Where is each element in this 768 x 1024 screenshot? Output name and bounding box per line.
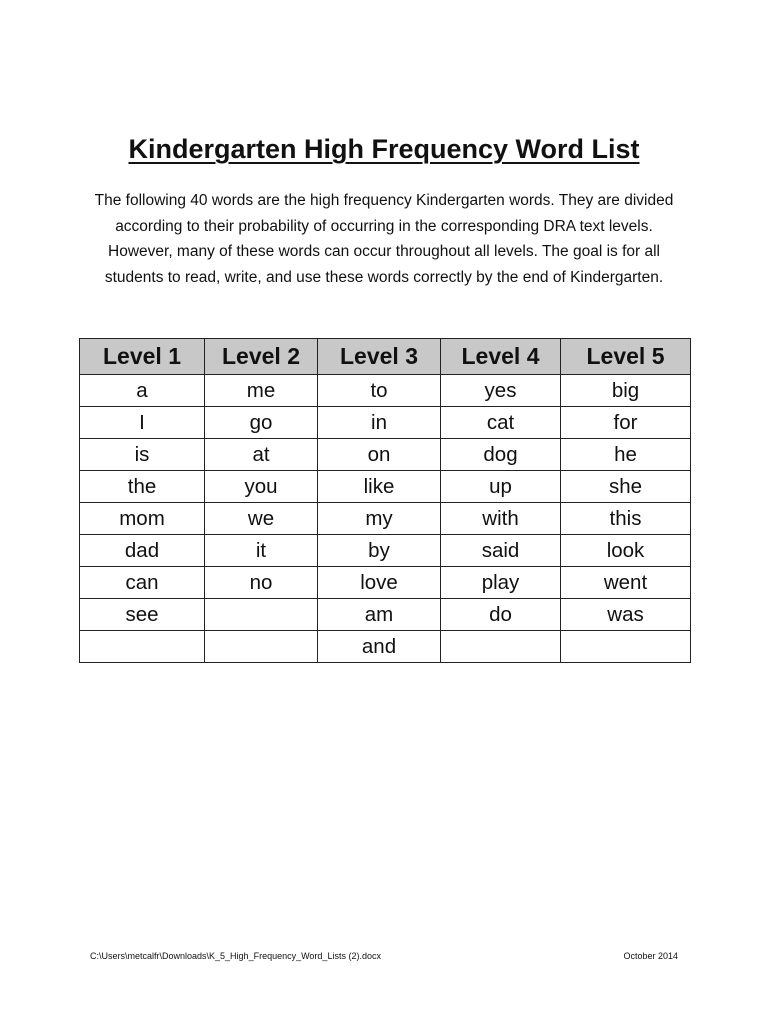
table-cell: I bbox=[80, 407, 205, 439]
table-cell: in bbox=[318, 407, 441, 439]
table-cell: like bbox=[318, 471, 441, 503]
table-cell: see bbox=[80, 599, 205, 631]
column-header-level-4: Level 4 bbox=[441, 339, 561, 375]
table-cell: with bbox=[441, 503, 561, 535]
column-header-level-5: Level 5 bbox=[561, 339, 691, 375]
table-cell: on bbox=[318, 439, 441, 471]
table-cell: no bbox=[205, 567, 318, 599]
table-cell: said bbox=[441, 535, 561, 567]
table-cell: a bbox=[80, 375, 205, 407]
table-cell: dad bbox=[80, 535, 205, 567]
table-cell: to bbox=[318, 375, 441, 407]
table-cell: cat bbox=[441, 407, 561, 439]
table-header-row bbox=[80, 339, 691, 375]
table-cell: by bbox=[318, 535, 441, 567]
table-cell: love bbox=[318, 567, 441, 599]
word-list-table bbox=[79, 338, 691, 663]
column-header-level-3: Level 3 bbox=[318, 339, 441, 375]
table-cell: go bbox=[205, 407, 318, 439]
page-title: Kindergarten High Frequency Word List bbox=[128, 134, 640, 164]
table-cell: big bbox=[561, 375, 691, 407]
table-row bbox=[80, 535, 691, 567]
table-cell: my bbox=[318, 503, 441, 535]
table-cell: he bbox=[561, 439, 691, 471]
footer-date: October 2014 bbox=[623, 951, 678, 961]
table-cell: and bbox=[318, 631, 441, 663]
table-cell: we bbox=[205, 503, 318, 535]
table-cell: look bbox=[561, 535, 691, 567]
table-row bbox=[80, 567, 691, 599]
table-cell: mom bbox=[80, 503, 205, 535]
table-cell: yes bbox=[441, 375, 561, 407]
table-cell bbox=[205, 599, 318, 631]
table-cell: the bbox=[80, 471, 205, 503]
table-row bbox=[80, 599, 691, 631]
table-row bbox=[80, 439, 691, 471]
table-cell: went bbox=[561, 567, 691, 599]
table-row bbox=[80, 471, 691, 503]
table-cell: do bbox=[441, 599, 561, 631]
table-cell: is bbox=[80, 439, 205, 471]
table-cell: am bbox=[318, 599, 441, 631]
table-cell: was bbox=[561, 599, 691, 631]
table-cell: play bbox=[441, 567, 561, 599]
table-cell bbox=[205, 631, 318, 663]
table-row bbox=[80, 407, 691, 439]
table-cell: dog bbox=[441, 439, 561, 471]
table-cell: me bbox=[205, 375, 318, 407]
table-row bbox=[80, 503, 691, 535]
table-cell: she bbox=[561, 471, 691, 503]
footer-file-path: C:\Users\metcalfr\Downloads\K_5_High_Frequency_Word_Lists (2).docx bbox=[90, 951, 381, 961]
column-header-level-2: Level 2 bbox=[205, 339, 318, 375]
table-cell: this bbox=[561, 503, 691, 535]
table-cell bbox=[80, 631, 205, 663]
intro-paragraph: The following 40 words are the high frequency Kindergarten words. They are divided according to their probability of occurring in the corresponding DRA text levels. However, many of these words can occur throughout all levels. The goal is for all students to read, write, and use these words correctly by the end of Kindergarten. bbox=[94, 192, 674, 286]
table-cell: can bbox=[80, 567, 205, 599]
table-cell bbox=[561, 631, 691, 663]
table-cell: it bbox=[205, 535, 318, 567]
table-cell: you bbox=[205, 471, 318, 503]
table-cell: up bbox=[441, 471, 561, 503]
table-cell: at bbox=[205, 439, 318, 471]
column-header-level-1: Level 1 bbox=[80, 339, 205, 375]
table-cell: for bbox=[561, 407, 691, 439]
table-row bbox=[80, 375, 691, 407]
table-row bbox=[80, 631, 691, 663]
table-cell bbox=[441, 631, 561, 663]
